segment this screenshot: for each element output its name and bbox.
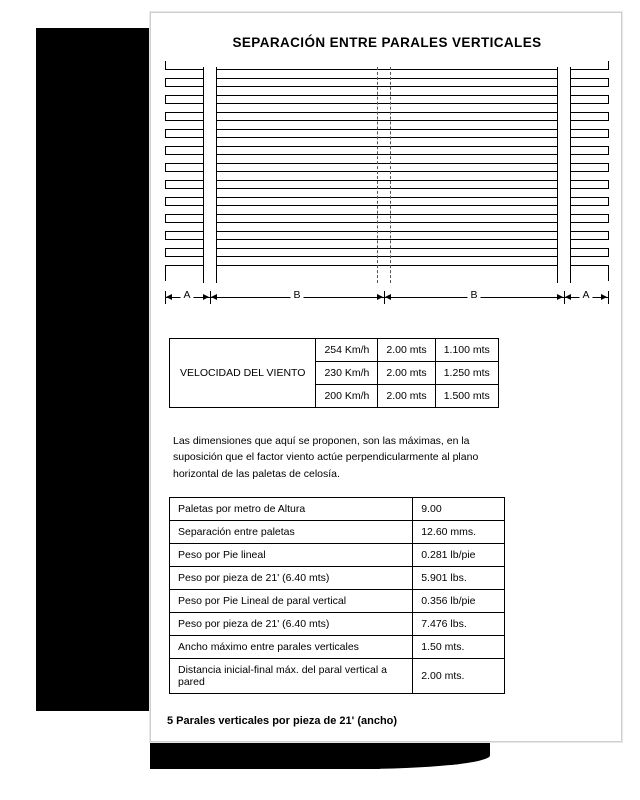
dim-arrow (565, 294, 571, 300)
dimension-line-row (165, 289, 609, 307)
spec-key: Peso por pieza de 21' (6.40 mts) (170, 613, 413, 636)
vertical-post-right (557, 67, 571, 283)
vertical-post-left (203, 67, 217, 283)
spec-key: Separación entre paletas (170, 521, 413, 544)
spec-value: 0.356 lb/pie (413, 590, 505, 613)
footer-note: 5 Parales verticales por pieza de 21' (ancho) (167, 715, 398, 727)
spec-value: 0.281 lb/pie (413, 544, 505, 567)
dim-arrow (385, 294, 391, 300)
table-row (170, 521, 505, 544)
dim-label-b-right: B (467, 289, 480, 301)
table-row (170, 590, 505, 613)
decorative-black-band-left (36, 28, 160, 711)
wind-speed-value: 254 Km/h (316, 339, 378, 362)
table-row (170, 567, 505, 590)
spec-value: 7.476 lbs. (413, 613, 505, 636)
spec-key: Paletas por metro de Altura (170, 498, 413, 521)
dim-label-a-right: A (579, 289, 592, 301)
table-row (170, 613, 505, 636)
spec-value: 1.50 mts. (413, 636, 505, 659)
table-row (170, 659, 505, 694)
spec-key: Peso por Pie lineal (170, 544, 413, 567)
spec-key: Ancho máximo entre parales verticales (170, 636, 413, 659)
wind-speed-value: 200 Km/h (316, 385, 378, 408)
table-row (170, 544, 505, 567)
dim-arrow (166, 294, 172, 300)
wind-speed-row-label: VELOCIDAD DEL VIENTO (170, 339, 316, 408)
dim-arrow (601, 294, 607, 300)
wind-dim-a: 2.00 mts (378, 339, 435, 362)
center-dash-right (390, 67, 391, 283)
spec-value: 5.901 lbs. (413, 567, 505, 590)
wind-speed-table (169, 338, 499, 408)
wind-dim-a: 2.00 mts (378, 385, 435, 408)
specifications-table (169, 497, 505, 694)
document-sheet (150, 12, 622, 742)
dim-arrow (557, 294, 563, 300)
dim-arrow (377, 294, 383, 300)
spec-key: Distancia inicial-final máx. del paral vertical a pared (170, 659, 413, 694)
spec-key: Peso por pieza de 21' (6.40 mts) (170, 567, 413, 590)
table-row (170, 498, 505, 521)
dim-label-b-left: B (290, 289, 303, 301)
center-dash-left (377, 67, 378, 283)
wind-dim-b: 1.250 mts (435, 362, 498, 385)
wind-speed-value: 230 Km/h (316, 362, 378, 385)
wind-dim-a: 2.00 mts (378, 362, 435, 385)
wind-dim-b: 1.100 mts (435, 339, 498, 362)
spec-key: Peso por Pie Lineal de paral vertical (170, 590, 413, 613)
dim-arrow (211, 294, 217, 300)
spec-value: 12.60 mms. (413, 521, 505, 544)
note-paragraph: Las dimensiones que aquí se proponen, son las máximas, en la suposición que el factor viento actúe perpendicularmente al plano horizontal de las paletas de celosía. (173, 435, 479, 480)
wind-dim-b: 1.500 mts (435, 385, 498, 408)
decorative-black-oval (208, 738, 388, 768)
dim-arrow (203, 294, 209, 300)
dim-label-a-left: A (180, 289, 193, 301)
spec-value: 2.00 mts. (413, 659, 505, 694)
louvre-drawing (165, 61, 609, 306)
table-row (170, 636, 505, 659)
spec-value: 9.00 (413, 498, 505, 521)
page-title: SEPARACIÓN ENTRE PARALES VERTICALES (232, 35, 542, 50)
dim-tick (608, 291, 609, 304)
table-row (170, 339, 499, 362)
vertical-post-center-dashed (377, 67, 391, 283)
